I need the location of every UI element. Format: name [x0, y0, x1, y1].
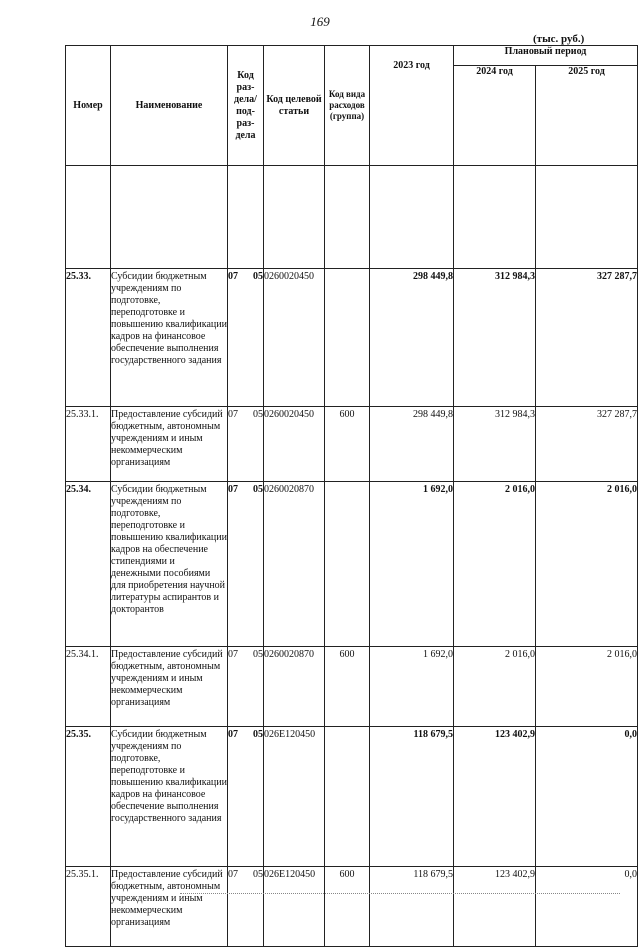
header-target-code: Код целевой статьи	[264, 46, 325, 166]
row-number: 25.33.1.	[66, 407, 111, 482]
row-name: Субсидии бюджетным учреждениям по подготовке, переподготовке и повышению квалификации кадров на финансовое обеспечение выполнения государственного задания	[111, 269, 228, 407]
table-row	[66, 407, 638, 482]
header-year-2023: 2023 год	[370, 46, 454, 166]
row-amount-2024: 2 016,0	[454, 482, 536, 647]
row-amount-2023: 118 679,5	[370, 867, 454, 947]
header-number: Номер	[66, 46, 111, 166]
header-year-2025: 2025 год	[536, 66, 638, 166]
row-target-code: 026Е120450	[264, 727, 325, 867]
row-target-code: 0260020450	[264, 269, 325, 407]
row-amount-2024: 312 984,3	[454, 269, 536, 407]
row-amount-2024: 123 402,9	[454, 727, 536, 867]
header-year-2024: 2024 год	[454, 66, 536, 166]
header-planning-period: Плановый период	[454, 46, 638, 66]
row-amount-2025: 0,0	[536, 727, 638, 867]
row-amount-2024: 2 016,0	[454, 647, 536, 727]
row-amount-2025: 2 016,0	[536, 482, 638, 647]
budget-table	[65, 45, 638, 947]
row-name: Предоставление субсидий бюджетным, автономным учреждениям и иным некоммерческим организациям	[111, 867, 228, 947]
row-target-code: 026Е120450	[264, 867, 325, 947]
header-name: Наименование	[111, 46, 228, 166]
row-number: 25.34.1.	[66, 647, 111, 727]
row-number: 25.35.	[66, 727, 111, 867]
table-row	[66, 482, 638, 647]
row-target-code: 0260020450	[264, 407, 325, 482]
row-amount-2023: 298 449,8	[370, 407, 454, 482]
row-expense-group	[325, 727, 370, 867]
row-name: Предоставление субсидий бюджетным, автономным учреждениям и иным некоммерческим организациям	[111, 647, 228, 727]
row-expense-group	[325, 482, 370, 647]
row-number: 25.35.1.	[66, 867, 111, 947]
row-section-code: 07 05	[228, 407, 264, 482]
row-expense-group: 600	[325, 407, 370, 482]
row-name: Субсидии бюджетным учреждениям по подготовке, переподготовке и повышению квалификации кадров на финансовое обеспечение выполнения государственного задания	[111, 727, 228, 867]
row-expense-group	[325, 269, 370, 407]
row-section-code: 07 05	[228, 867, 264, 947]
row-section-code: 07 05	[228, 269, 264, 407]
row-name: Предоставление субсидий бюджетным, автономным учреждениям и иным некоммерческим организациям	[111, 407, 228, 482]
row-section-code: 07 05	[228, 727, 264, 867]
row-amount-2025: 327 287,7	[536, 407, 638, 482]
row-number: 25.33.	[66, 269, 111, 407]
table-row	[66, 647, 638, 727]
row-expense-group: 600	[325, 867, 370, 947]
row-amount-2023: 1 692,0	[370, 482, 454, 647]
units-label: (тыс. руб.)	[533, 33, 585, 45]
row-section-code: 07 05	[228, 647, 264, 727]
table-row	[66, 269, 638, 407]
table-row	[66, 166, 638, 269]
row-amount-2025: 0,0	[536, 867, 638, 947]
table-header	[66, 46, 638, 166]
row-number: 25.34.	[66, 482, 111, 647]
table-row	[66, 727, 638, 867]
footer-divider	[180, 893, 620, 895]
row-amount-2024: 312 984,3	[454, 407, 536, 482]
row-amount-2024: 123 402,9	[454, 867, 536, 947]
row-expense-group: 600	[325, 647, 370, 727]
table-body	[66, 166, 638, 947]
table-row	[66, 867, 638, 947]
row-amount-2025: 2 016,0	[536, 647, 638, 727]
header-section-code: Код раз-дела/ под-раз-дела	[228, 46, 264, 166]
row-amount-2025: 327 287,7	[536, 269, 638, 407]
row-target-code: 0260020870	[264, 482, 325, 647]
page-number: 169	[310, 14, 330, 29]
row-amount-2023: 118 679,5	[370, 727, 454, 867]
header-expense-code: Код вида расходов (группа)	[325, 46, 370, 166]
row-target-code: 0260020870	[264, 647, 325, 727]
row-amount-2023: 298 449,8	[370, 269, 454, 407]
row-amount-2023: 1 692,0	[370, 647, 454, 727]
row-section-code: 07 05	[228, 482, 264, 647]
row-name: Субсидии бюджетным учреждениям по подготовке, переподготовке и повышению квалификации кадров на обеспечение стипендиями и денежными пособиями для приобретения научной литературы аспирантов и докторантов	[111, 482, 228, 647]
